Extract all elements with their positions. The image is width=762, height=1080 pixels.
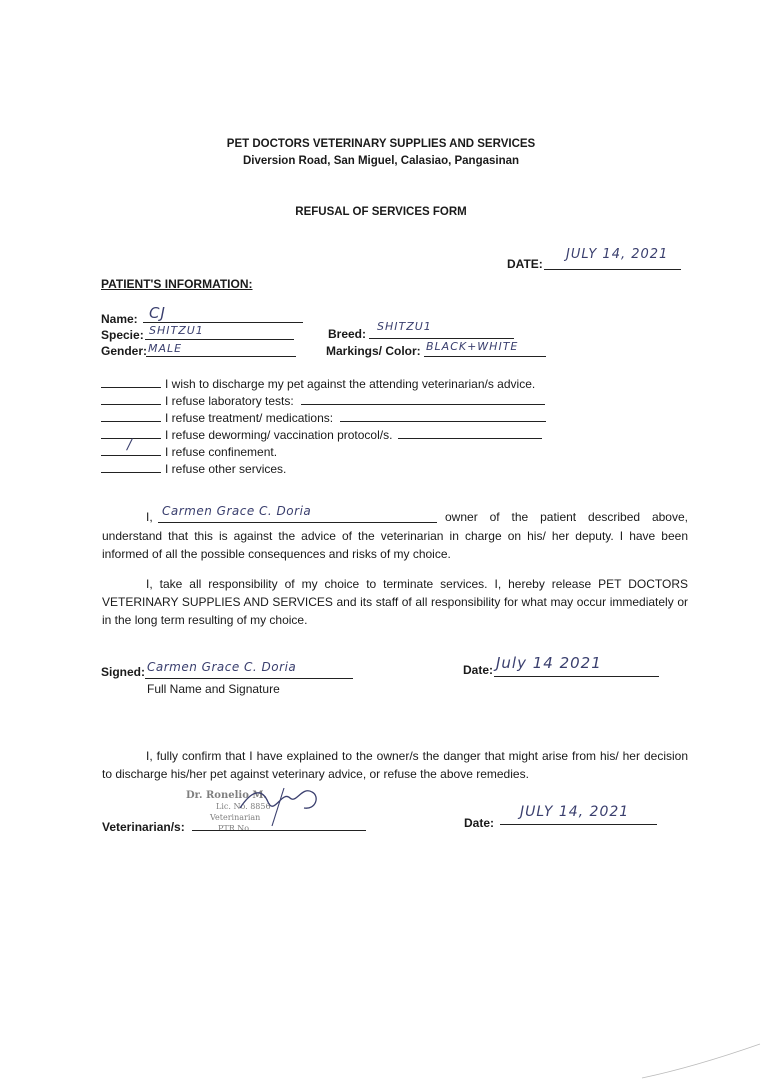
stamp-line: Veterinarian [210, 813, 261, 822]
checklist-item [101, 392, 545, 408]
checklist-text: I wish to discharge my pet against the attending veterinarian/s advice. [165, 377, 536, 391]
name-value: CJ [149, 304, 166, 322]
breed-value: SHITZU1 [377, 320, 432, 333]
clinic-name: PET DOCTORS VETERINARY SUPPLIES AND SERVICES [226, 138, 536, 150]
name-label: Name: [101, 312, 138, 326]
checkbox-line [101, 460, 161, 473]
owner-signature-line [145, 660, 353, 679]
date-line [544, 247, 681, 270]
breed-label: Breed: [328, 327, 367, 341]
checklist-text: I refuse laboratory tests: [165, 394, 294, 408]
statement2: I, take all responsibility of my choice to terminate services. I, hereby release PET DOCTORS VETERINARY SUPPLIES AND SERVICES and its staff of all responsibility for what may occur immediately or in the long term resulting of my choice. [102, 577, 688, 627]
gender-line [146, 342, 296, 357]
name-line [143, 304, 303, 323]
statement1-text-b: understand that this is against the advice of the veterinarian in charge on his/ her deputy. I have been informed of all the possible consequences and risks of my choice. [102, 529, 688, 561]
checklist-item [101, 437, 278, 459]
date-value: JULY 14, 2021 [566, 247, 669, 262]
vet-date-line [500, 804, 657, 825]
stamp-name: Dr. Ronelio M. [186, 790, 267, 801]
breed-line [369, 320, 514, 339]
markings-label: Markings/ Color: [326, 344, 421, 358]
veterinarian-line [192, 814, 366, 831]
checklist-item [101, 460, 286, 476]
check-mark: / [127, 437, 133, 453]
checkbox-line [101, 409, 161, 422]
stamp-line: Lic. No. 8856 [216, 802, 271, 811]
veterinarian-label: Veterinarian/s: [102, 820, 185, 834]
signed-label: Signed: [101, 665, 145, 679]
checkbox-line [101, 392, 161, 405]
checklist-text: I refuse other services. [165, 462, 287, 476]
markings-line [424, 340, 546, 357]
owner-date-label: Date: [463, 663, 494, 677]
gender-label: Gender: [101, 344, 148, 358]
owner-name-value: Carmen Grace C. Doria [162, 504, 312, 518]
checklist-item [101, 409, 546, 425]
statement3: I, fully confirm that I have explained to the owner/s the danger that might arise from his/ her decision to discharge his/her pet against veterinary advice, or refuse the above remedies. [102, 749, 688, 781]
specie-line [145, 324, 294, 340]
checkbox-line [101, 437, 161, 456]
owner-date-line [494, 654, 659, 677]
checkbox-line [101, 375, 161, 388]
checklist-text: I refuse confinement. [165, 445, 278, 459]
specie-label: Specie: [101, 328, 144, 342]
form-title: REFUSAL OF SERVICES FORM [295, 206, 467, 218]
markings-value: BLACK+WHITE [426, 340, 519, 353]
detail-line [301, 392, 545, 405]
stamp-line: PTR No. [218, 824, 252, 833]
checklist-text: I refuse treatment/ medications: [165, 411, 334, 425]
owner-date-value: July 14 2021 [496, 654, 602, 672]
checklist-item [101, 375, 535, 391]
scan-mark [640, 1040, 762, 1080]
owner-signature: Carmen Grace C. Doria [147, 660, 297, 674]
signature-caption: Full Name and Signature [147, 682, 280, 696]
statement1-prefix: I, [146, 510, 153, 524]
vet-date-value: JULY 14, 2021 [520, 804, 630, 820]
patient-info-title: PATIENT'S INFORMATION: [101, 277, 253, 291]
specie-value: SHITZU1 [149, 324, 204, 337]
detail-line [398, 426, 542, 439]
date-label: DATE: [507, 257, 543, 271]
clinic-address: Diversion Road, San Miguel, Calasiao, Pangasinan [242, 155, 520, 167]
checklist-text: I refuse deworming/ vaccination protocol/s. [165, 428, 393, 442]
detail-line [340, 409, 546, 422]
statement1-text-a: owner of the patient described above, [445, 510, 688, 524]
owner-name-line [158, 504, 437, 523]
vet-date-label: Date: [464, 816, 495, 830]
checklist-item [101, 426, 542, 442]
gender-value: MALE [148, 342, 183, 355]
